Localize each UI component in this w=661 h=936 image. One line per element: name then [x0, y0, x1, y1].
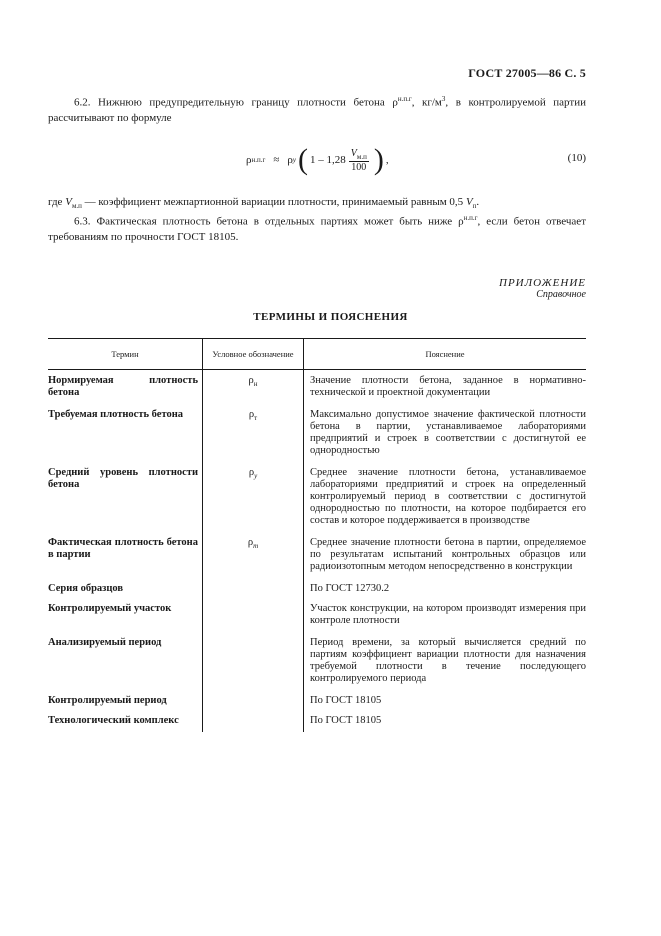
table-row [48, 534, 586, 580]
explanation-cell: Среднее значение плотности бетона, устанавливаемое лабораториями предприятий и строек на определенный контролируемый период в соответствии с достигнутой однородностью по плотности, на которое подбирается его состав и которое поддерживается в производстве [310, 467, 586, 526]
formula-paren-right: ) [373, 143, 384, 176]
symbol-cell [203, 370, 304, 407]
formula-tail: , [385, 154, 389, 166]
symbol-cell [203, 600, 304, 634]
symbol-cell [203, 406, 304, 464]
formula-one-minus: 1 – 1,28 [310, 154, 346, 166]
symbol-cell [203, 634, 304, 692]
header-symbol: Условное обозначение [203, 339, 304, 370]
formula-lhs-sup: н.п.г [251, 156, 266, 164]
term-cell: Контролируемый участок [48, 603, 172, 614]
text: , если бетон отвечает требованиям по прочности ГОСТ 18105. [48, 215, 586, 243]
text: 6.3. Фактическая плотность бетона в отдельных партиях может быть ниже ρ [74, 215, 464, 228]
formula-approx: ≈ [273, 154, 280, 166]
explanation-cell: Максимально допустимое значение фактической плотности бетона в партии, устанавливаемое лабораториями предприятий и строек в соответствии с достигнутой ее однородностью [310, 409, 586, 456]
symbol-cell [203, 692, 304, 712]
num-v: V [350, 147, 357, 159]
explanation-cell: Значение плотности бетона, заданное в нормативно-технической и проектной документации [310, 375, 586, 398]
symbol-sub: т [254, 414, 258, 423]
formula-fraction [349, 148, 369, 173]
table-row [48, 692, 586, 712]
symbol-cell [203, 580, 304, 600]
superscript: 3 [441, 95, 446, 103]
symbol: ρ [248, 467, 255, 478]
var-sub: п [472, 202, 477, 211]
paragraph-6-2: 6.2. Нижнюю предупредительную границу плотности бетона $\rho^{н.п.г}$, $кг/м^3$, в контролируемой партии рассчитывают по формуле [48, 95, 586, 124]
explanation-cell: Среднее значение плотности бетона в партии, определяемое по результатам испытаний контрольных образцов или радиоизотопным методом непосредственно в конструкции [310, 537, 586, 572]
term-cell: Средний уровень плотности бетона [48, 467, 198, 490]
symbol: ρ [248, 375, 254, 386]
symbol-cell [203, 534, 304, 580]
term-cell: Технологический комплекс [48, 715, 179, 726]
num-sub: м.п [356, 152, 367, 161]
formula-paren-left: ( [298, 143, 309, 176]
symbol: ρ [247, 537, 254, 548]
table-row [48, 634, 586, 692]
formula-rho: ρ [287, 154, 293, 166]
table-row [48, 712, 586, 732]
table-body [48, 370, 586, 733]
term-cell: Требуемая плотность бетона [48, 409, 184, 420]
symbol-cell [203, 464, 304, 534]
table-header-row [48, 339, 586, 370]
table-row [48, 406, 586, 464]
fraction-numerator [349, 148, 369, 162]
table-title: ТЕРМИНЫ И ПОЯСНЕНИЯ [253, 311, 408, 323]
text: , в контролируемой партии рассчитывают по формуле [48, 96, 586, 124]
header-explanation: Пояснение [304, 339, 587, 370]
appendix-title: ПРИЛОЖЕНИЕ [499, 277, 586, 289]
fraction-denominator: 100 [351, 161, 367, 173]
superscript: н.п.г [463, 214, 478, 222]
explanation-cell: По ГОСТ 12730.2 [310, 583, 390, 594]
equation-number: (10) [567, 152, 586, 164]
text: 6.2. Нижнюю предупредительную границу плотности бетона [74, 96, 393, 109]
explanation-cell: По ГОСТ 18105 [310, 715, 382, 726]
table-row [48, 600, 586, 634]
explanation-cell: Период времени, за который вычисляется средний по партиям коэффициент вариации плотности для назначения требуемой плотности в течение последующего контролируемого периода [310, 637, 586, 684]
text: где [48, 196, 66, 208]
formula-10 [246, 140, 389, 180]
symbol-cell [203, 712, 304, 732]
symbol-sub: н [253, 380, 258, 389]
symbol: ρ [248, 409, 255, 420]
table-row [48, 580, 586, 600]
appendix-label [499, 277, 586, 301]
term-cell: Анализируемый период [48, 637, 162, 648]
terms-table [48, 338, 586, 732]
appendix-type: Справочное [536, 289, 586, 300]
table-row [48, 370, 586, 407]
term-cell: Нормируемая плотность бетона [48, 375, 198, 398]
formula-rho-sub: у [292, 156, 297, 164]
term-cell: Серия образцов [48, 583, 124, 594]
text: , кг/м [411, 96, 442, 109]
symbol-sub: m [253, 542, 259, 551]
text: . [476, 196, 480, 208]
var-sub: м.п [71, 202, 82, 211]
text: — коэффициент межпартионной вариации плотности, принимаемый равным 0,5 [81, 196, 466, 208]
table-row [48, 464, 586, 534]
superscript: н.п.г [397, 95, 412, 103]
page-header: ГОСТ 27005—86 С. 5 [468, 66, 586, 80]
term-cell: Фактическая плотность бетона в партии [48, 537, 198, 560]
var-v: V [65, 196, 72, 208]
explanation-cell: Участок конструкции, на котором производят измерения при контроле плотности [310, 603, 586, 626]
header-term: Термин [48, 339, 203, 370]
explanation-cell: По ГОСТ 18105 [310, 695, 382, 706]
symbol-sub: у [254, 472, 258, 481]
formula-lhs: ρ [246, 154, 252, 166]
term-cell: Контролируемый период [48, 695, 167, 706]
paragraph-6-3 [48, 211, 586, 245]
var-v: V [465, 196, 473, 208]
